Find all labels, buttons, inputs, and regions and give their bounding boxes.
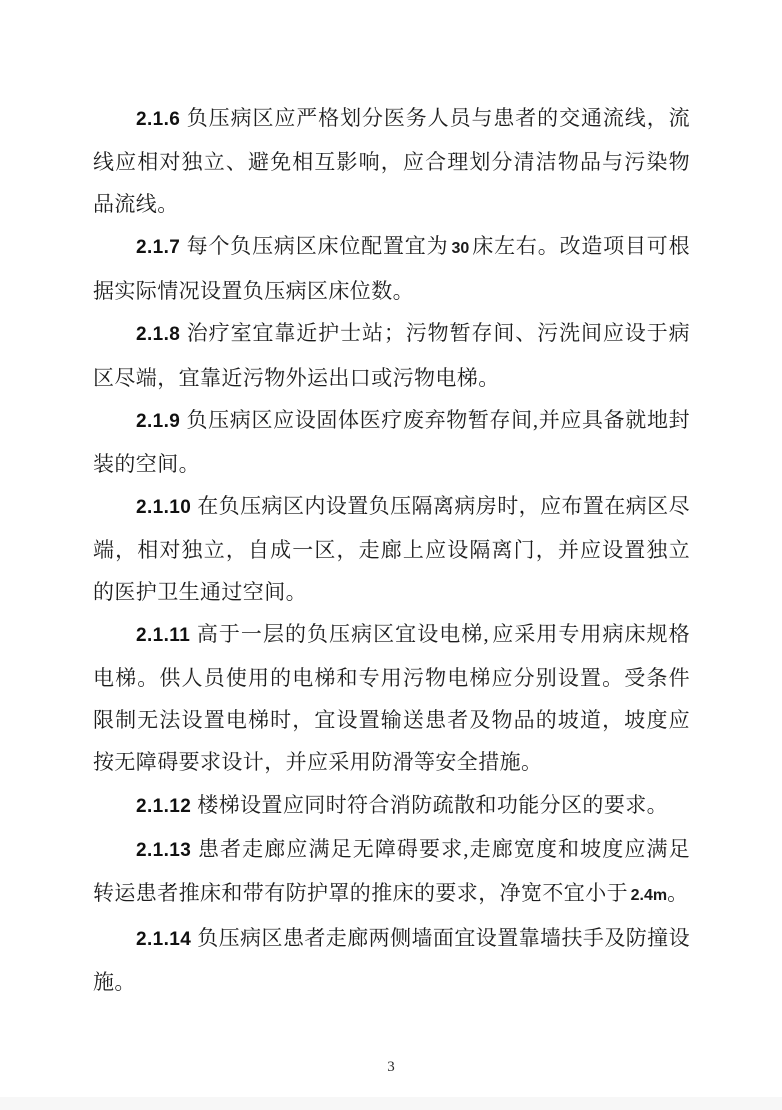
page-edge-strip xyxy=(0,1097,782,1110)
clause-paragraph xyxy=(93,225,690,312)
clause-paragraph xyxy=(93,399,690,485)
page-footer xyxy=(0,1058,782,1076)
page-number: 3 xyxy=(387,1059,395,1075)
clause-paragraph xyxy=(93,828,690,917)
clause-paragraph xyxy=(93,784,690,828)
clause-paragraph xyxy=(93,97,690,225)
clause-text: 每个负压病区床位配置宜为 30 床左右。改造项目可根据实际情况设置负压病区床位数。 xyxy=(93,234,690,304)
clause-number: 2.1.8 xyxy=(136,324,181,346)
clause-text: 高于一层的负压病区宜设电梯, 应采用专用病床规格电梯。供人员使用的电梯和专用污物电梯应分别设置。受条件限制无法设置电梯时，宜设置输送患者及物品的坡道，坡度应按无障碍要求设计，并应采用防滑等安全措施。 xyxy=(93,622,690,775)
document-body xyxy=(93,0,690,1003)
clause-number: 2.1.14 xyxy=(136,928,192,950)
clause-number: 2.1.10 xyxy=(136,496,192,518)
clause-number: 2.1.7 xyxy=(136,237,181,259)
clause-text: 负压病区患者走廊两侧墙面宜设置靠墙扶手及防撞设施。 xyxy=(93,925,690,994)
clause-text: 负压病区应设固体医疗废弃物暂存间,并应具备就地封装的空间。 xyxy=(93,407,690,476)
clause-number: 2.1.9 xyxy=(136,410,181,432)
clause-paragraph xyxy=(93,917,690,1003)
clause-number: 2.1.13 xyxy=(136,839,192,861)
clause-text: 治疗室宜靠近护士站；污物暂存间、污洗间应设于病区尽端，宜靠近污物外运出口或污物电梯。 xyxy=(93,321,690,390)
clause-text: 负压病区应严格划分医务人员与患者的交通流线，流线应相对独立、避免相互影响，应合理划分清洁物品与污染物品流线。 xyxy=(93,106,690,217)
clause-number: 2.1.6 xyxy=(136,109,181,130)
clause-text: 患者走廊应满足无障碍要求,走廊宽度和坡度应满足转运患者推床和带有防护罩的推床的要求，净宽不宜小于 2.4m。 xyxy=(93,836,690,905)
clause-number: 2.1.11 xyxy=(136,625,191,647)
clause-paragraph xyxy=(93,613,690,783)
clause-paragraph xyxy=(93,312,690,398)
clause-paragraph xyxy=(93,485,690,613)
clause-number: 2.1.12 xyxy=(136,795,192,817)
clause-text: 在负压病区内设置负压隔离病房时，应布置在病区尽端，相对独立，自成一区，走廊上应设隔离门，并应设置独立的医护卫生通过空间。 xyxy=(93,493,690,605)
clause-text: 楼梯设置应同时符合消防疏散和功能分区的要求。 xyxy=(197,792,669,817)
